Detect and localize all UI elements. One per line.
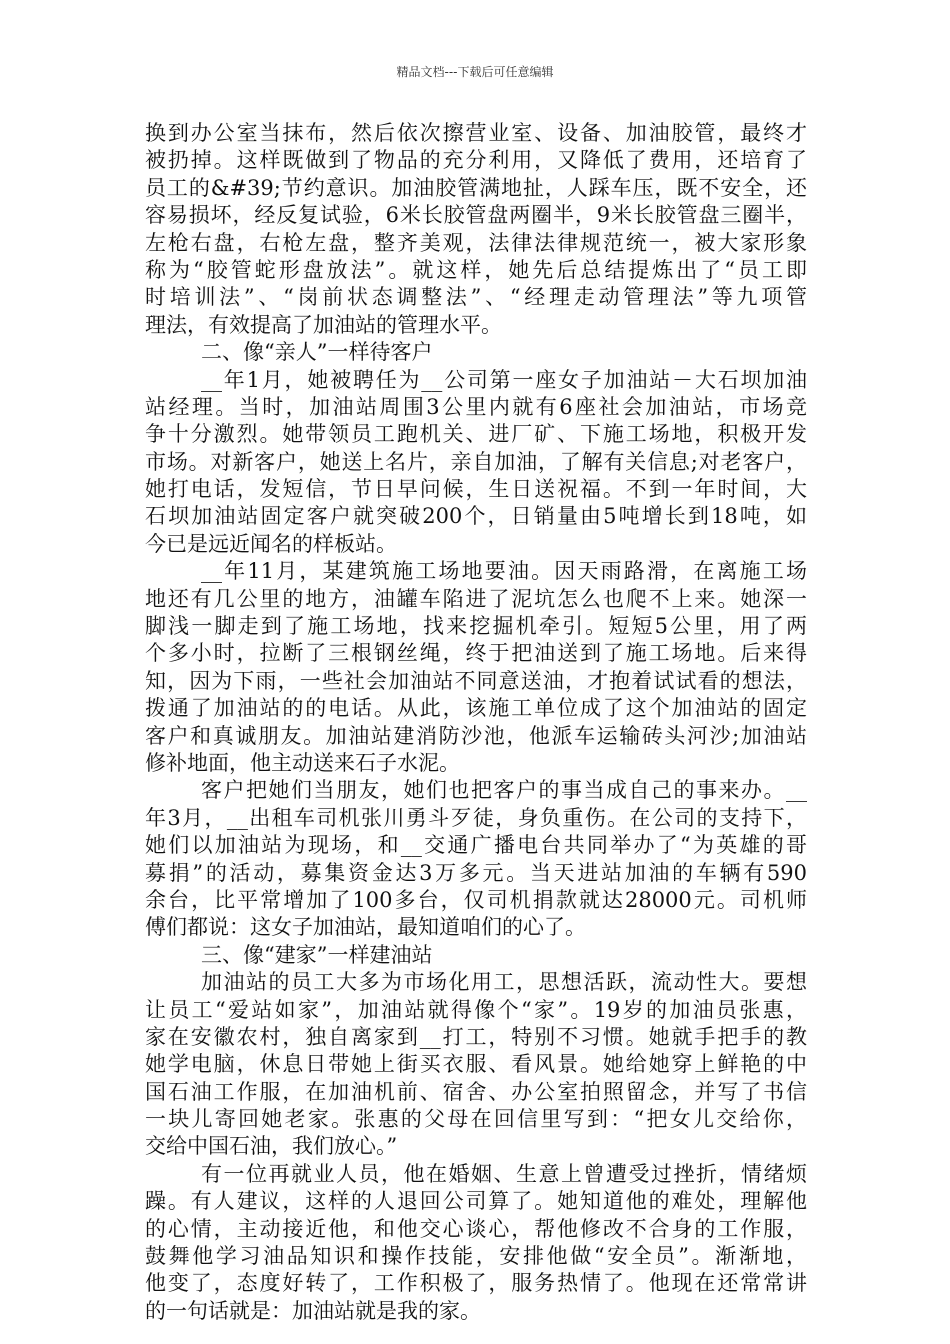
text-line: 让员工“爱站如家”，加油站就得像个“家”。19岁的加油员张惠， bbox=[145, 997, 807, 1022]
text-line: __年11月，某建筑施工场地要油。因天雨路滑，在离施工场 bbox=[201, 559, 807, 584]
text-line: 二、像“亲人”一样待客户 bbox=[201, 340, 433, 365]
text-line: 鼓舞他学习油品知识和操作技能，安排他做“安全员”。渐渐地， bbox=[145, 1244, 807, 1269]
text-line: 今已是远近闻名的样板站。 bbox=[145, 531, 397, 556]
text-line: 他变了，态度好转了，工作积极了，服务热情了。他现在还常常讲 bbox=[145, 1271, 807, 1296]
text-line: 她们以加油站为现场，和__交通广播电台共同举办了“为英雄的哥 bbox=[145, 833, 807, 858]
text-line: 知，因为下雨，一些社会加油站不同意送油，才抱着试试看的想法， bbox=[145, 668, 807, 693]
text-line: 左枪右盘，右枪左盘，整齐美观，法律法律规范统一，被大家形象 bbox=[145, 230, 807, 255]
text-line: 个多小时，拉断了三根钢丝绳，终于把油送到了施工场地。后来得 bbox=[145, 641, 807, 666]
text-line: 国石油工作服，在加油机前、宿舍、办公室拍照留念，并写了书信 bbox=[145, 1079, 807, 1104]
text-line: 傅们都说：这女子加油站，最知道咱们的心了。 bbox=[145, 915, 586, 940]
text-line: 脚浅一脚走到了施工场地，找来挖掘机牵引。短短5公里，用了两 bbox=[145, 614, 807, 639]
text-line: 家在安徽农村，独自离家到__打工，特别不习惯。她就手把手的教 bbox=[145, 1024, 807, 1049]
text-line: 地还有几公里的地方，油罐车陷进了泥坑怎么也爬不上来。她深一 bbox=[145, 586, 807, 611]
text-line: 募捐”的活动，募集资金达3万多元。当天进站加油的车辆有590 bbox=[145, 860, 807, 885]
text-line: 称为“胶管蛇形盘放法”。就这样，她先后总结提炼出了“员工即 bbox=[145, 257, 807, 282]
text-line: 有一位再就业人员，他在婚姻、生意上曾遭受过挫折，情绪烦 bbox=[201, 1161, 807, 1186]
text-line: 余台，比平常增加了100多台，仅司机捐款就达28000元。司机师 bbox=[145, 887, 807, 912]
text-line: 的心情，主动接近他，和他交心谈心，帮他修改不合身的工作服， bbox=[145, 1216, 807, 1241]
text-line: __年1月，她被聘任为__公司第一座女子加油站－大石坝加油 bbox=[201, 367, 807, 392]
text-line: 躁。有人建议，这样的人退回公司算了。她知道他的难处，理解他 bbox=[145, 1189, 807, 1214]
text-line: 争十分激烈。她带领员工跑机关、进厂矿、下施工场地，积极开发 bbox=[145, 422, 807, 447]
text-line: 市场。对新客户，她送上名片，亲自加油，了解有关信息;对老客户， bbox=[145, 449, 807, 474]
text-line: 交给中国石油，我们放心。” bbox=[145, 1134, 398, 1159]
text-line: 理法，有效提高了加油站的管理水平。 bbox=[145, 312, 502, 337]
text-line: 修补地面，他主动送来石子水泥。 bbox=[145, 750, 460, 775]
text-line: 一块儿寄回她老家。张惠的父母在回信里写到：“把女儿交给你， bbox=[145, 1107, 807, 1132]
text-line: 她学电脑，休息日带她上街买衣服、看风景。她给她穿上鲜艳的中 bbox=[145, 1052, 807, 1077]
text-line: 换到办公室当抹布，然后依次擦营业室、设备、加油胶管，最终才 bbox=[145, 121, 807, 145]
text-line: 拨通了加油站的的电话。从此，该施工单位成了这个加油站的固定 bbox=[145, 696, 807, 721]
text-line: 的一句话就是：加油站就是我的家。 bbox=[145, 1298, 481, 1323]
text-line: 客户和真诚朋友。加油站建消防沙池，他派车运输砖头河沙;加油站 bbox=[145, 723, 807, 748]
text-line: 被扔掉。这样既做到了物品的充分利用，又降低了费用，还培育了 bbox=[145, 148, 807, 173]
text-line: 时培训法”、“岗前状态调整法”、“经理走动管理法”等九项管 bbox=[145, 285, 807, 310]
text-line: 容易损坏，经反复试验，6米长胶管盘两圈半，9米长胶管盘三圈半， bbox=[145, 203, 807, 228]
text-line: 年3月，__出租车司机张川勇斗歹徒，身负重伤。在公司的支持下， bbox=[145, 805, 807, 830]
text-line: 客户把她们当朋友，她们也把客户的事当成自己的事来办。__ bbox=[201, 778, 807, 803]
text-line: 她打电话，发短信，节日早问候，生日送祝福。不到一年时间，大 bbox=[145, 477, 807, 502]
document-body bbox=[145, 120, 807, 1325]
text-line: 三、像“建家”一样建油站 bbox=[201, 942, 433, 967]
text-line: 站经理。当时，加油站周围3公里内就有6座社会加油站，市场竞 bbox=[145, 394, 807, 419]
text-line: 员工的&#39;节约意识。加油胶管满地扯，人踩车压，既不安全，还 bbox=[145, 175, 807, 200]
page-header: 精品文档---下载后可任意编辑 bbox=[396, 65, 554, 79]
text-line: 加油站的员工大多为市场化用工，思想活跃，流动性大。要想 bbox=[201, 970, 807, 995]
text-line: 石坝加油站固定客户就突破200个，日销量由5吨增长到18吨，如 bbox=[145, 504, 807, 529]
